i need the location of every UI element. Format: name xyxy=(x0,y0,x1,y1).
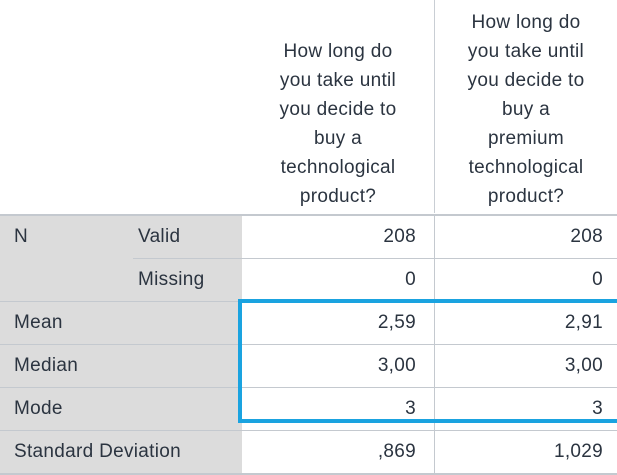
cell-missing-premium: 0 xyxy=(592,268,603,290)
cell-mode-technological: 3 xyxy=(405,397,416,419)
cell-mode-premium: 3 xyxy=(592,397,603,419)
column-header-premium-technological-product: How long do you take until you decide to buy a premium technological product? xyxy=(434,0,617,213)
cell-std-technological: ,869 xyxy=(377,440,416,462)
cell-mean-premium: 2,91 xyxy=(564,311,603,333)
cell-valid-technological: 208 xyxy=(383,225,416,247)
row-label-mean: Mean xyxy=(14,311,63,333)
row-label-n: N xyxy=(14,225,29,247)
column-header-technological-product: How long do you take until you decide to buy a technological product? xyxy=(279,41,397,207)
cell-missing-technological: 0 xyxy=(405,268,416,290)
row-label-median: Median xyxy=(14,354,79,376)
cell-std-premium: 1,029 xyxy=(553,440,603,462)
row-label-standard-deviation: Standard Deviation xyxy=(14,440,182,462)
cell-valid-premium: 208 xyxy=(570,225,603,247)
row-sublabel-valid: Valid xyxy=(138,225,181,247)
row-sublabel-missing: Missing xyxy=(138,268,205,290)
cell-median-premium: 3,00 xyxy=(564,354,603,376)
cell-median-technological: 3,00 xyxy=(377,354,416,376)
row-label-mode: Mode xyxy=(14,397,63,419)
cell-mean-technological: 2,59 xyxy=(377,311,416,333)
